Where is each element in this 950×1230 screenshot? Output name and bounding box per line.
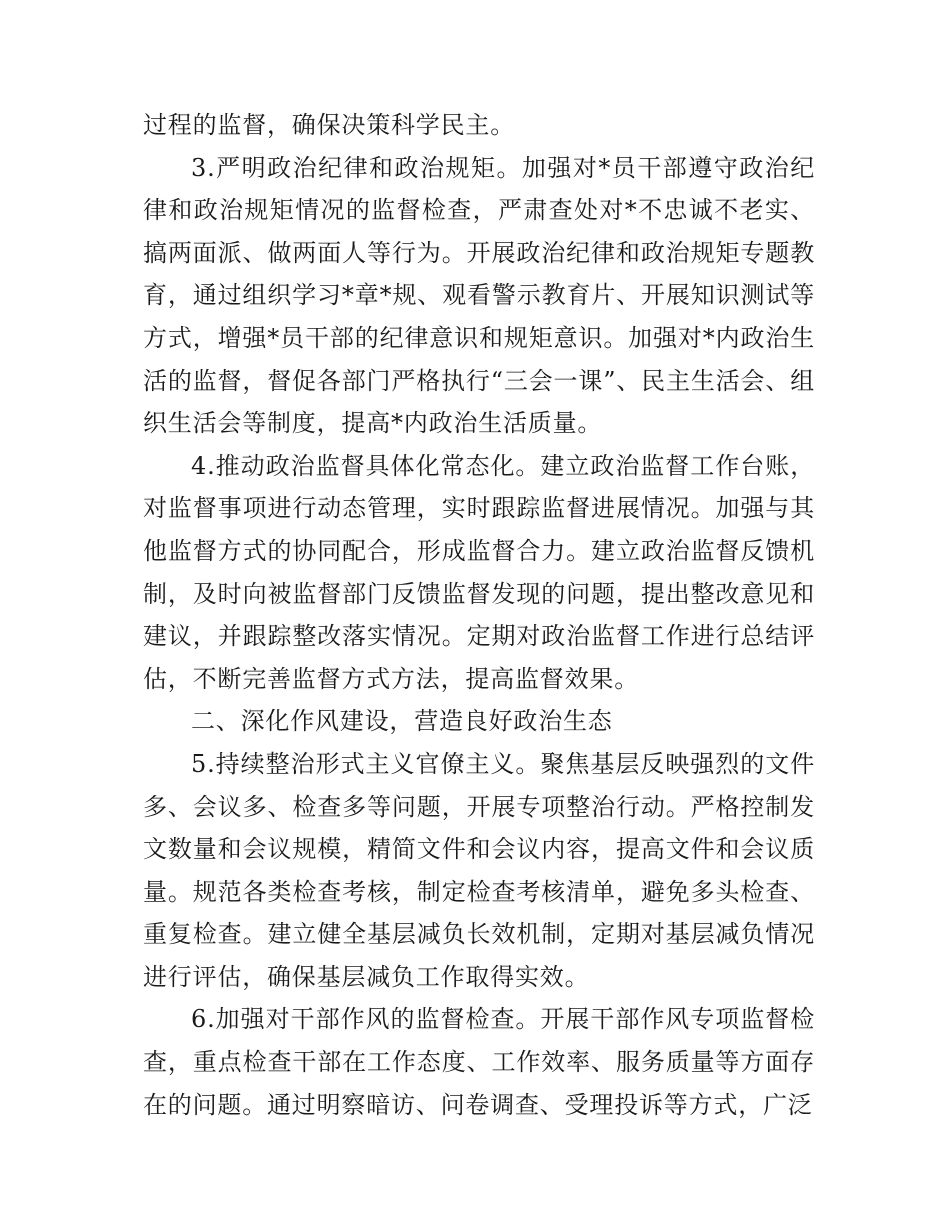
paragraph-item-4: 4.推动政治监督具体化常态化。建立政治监督工作台账，对监督事项进行动态管理，实时跟踪监督进展情况。加强与其他监督方式的协同配合，形成监督合力。建立政治监督反馈机制，及时向被监督部门反馈监督发现的问题，提出整改意见和建议，并跟踪整改落实情况。定期对政治监督工作进行总结评估，不断完善监督方式方法，提高监督效果。 bbox=[143, 451, 815, 693]
paragraph-item-5: 5.持续整治形式主义官僚主义。聚焦基层反映强烈的文件多、会议多、检查多等问题，开展专项整治行动。严格控制发文数量和会议规模，精简文件和会议内容，提高文件和会议质量。规范各类检查考核，制定检查考核清单，避免多头检查、重复检查。建立健全基层减负长效机制，定期对基层减负情况进行评估，确保基层减负工作取得实效。 bbox=[143, 749, 815, 991]
paragraph-continuation: 过程的监督，确保决策科学民主。 bbox=[143, 111, 515, 139]
paragraph-item-3: 3.严明政治纪律和政治规矩。加强对*员干部遵守政治纪律和政治规矩情况的监督检查，严肃查处对*不忠诚不老实、搞两面派、做两面人等行为。开展政治纪律和政治规矩专题教育，通过组织学习*章*规、观看警示教育片、开展知识测试等方式，增强*员干部的纪律意识和规矩意识。加强对*内政治生活的监督，督促各部门严格执行“三会一课”、民主生活会、组织生活会等制度，提高*内政治生活质量。 bbox=[143, 153, 815, 438]
section-heading-2: 二、深化作风建设，营造良好政治生态 bbox=[191, 707, 613, 736]
paragraph-item-6: 6.加强对干部作风的监督检查。开展干部作风专项监督检查，重点检查干部在工作态度、工作效率、服务质量等方面存在的问题。通过明察暗访、问卷调查、受理投诉等方式，广泛 bbox=[143, 1005, 815, 1119]
document-body bbox=[143, 104, 815, 1126]
